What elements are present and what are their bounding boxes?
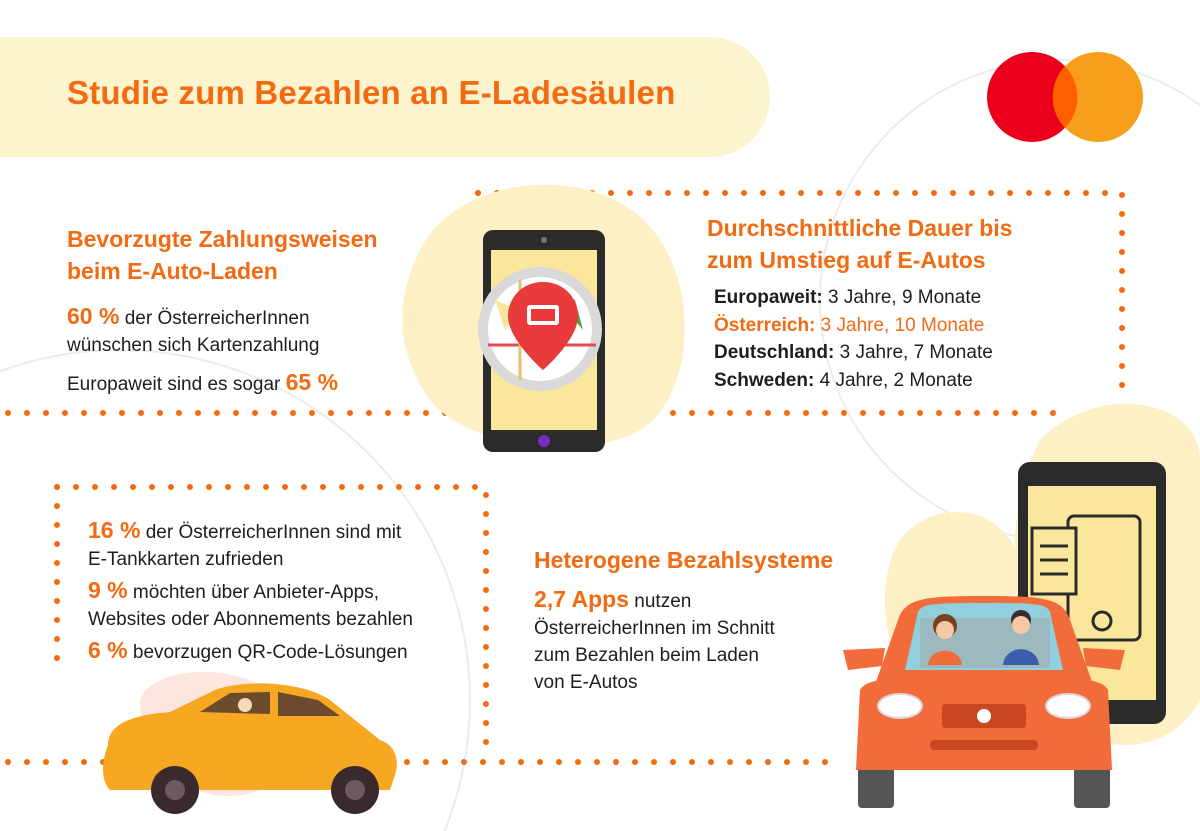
heterogeneous-stat [534,586,854,615]
duration-label: Schweden: [714,369,815,391]
heterogeneous-section [534,544,854,696]
stat-text-60a: der ÖsterreicherInnen [124,308,310,329]
heterogeneous-text-d: von E-Autos [534,672,638,693]
duration-row-germany [714,339,1107,367]
stat-value-60: 60 % [67,303,120,329]
duration-title-2: zum Umstieg auf E-Autos [707,247,986,273]
stat-text-16a: der ÖsterreicherInnen sind mit [145,522,402,543]
duration-row-europe [714,284,1107,312]
stat-text-9a: möchten über Anbieter-Apps, [132,582,380,603]
stat-europe [67,369,447,398]
mastercard-logo [987,52,1143,142]
stat-value-apps: 2,7 Apps [534,586,630,612]
stat-text-9b: Websites oder Abonnements bezahlen [88,609,413,630]
duration-section [707,212,1107,394]
stat-text-6: bevorzugen QR-Code-Lösungen [132,642,408,663]
alt-stat-16 [88,517,478,546]
alt-stat-6 [88,637,478,666]
yellow-car-icon [103,672,397,814]
duration-row-austria [714,312,1107,340]
duration-list [714,284,1107,394]
duration-label: Österreich: [714,314,816,336]
heterogeneous-text-c: zum Bezahlen beim Laden [534,645,759,666]
stat-value-65: 65 % [285,369,339,395]
heterogeneous-title: Heterogene Bezahlsysteme [534,547,834,573]
duration-label: Europaweit: [714,287,823,308]
alternatives-section [88,517,478,666]
stat-card-payment [67,303,447,332]
duration-row-sweden [714,367,1107,395]
stat-value-9: 9 % [88,577,128,603]
payment-methods-title-1: Bevorzugte Zahlungsweisen [67,226,378,252]
payment-methods-title-2: beim E-Auto-Laden [67,258,278,284]
duration-value: 4 Jahre, 2 Monate [819,369,973,391]
heterogeneous-text-b: ÖsterreicherInnen im Schnitt [534,618,775,639]
payment-methods-section [67,223,447,398]
alt-stat-9 [88,577,478,606]
stat-text-60b: wünschen sich Kartenzahlung [67,335,320,356]
stat-value-6: 6 % [88,637,128,663]
stat-text-65: Europaweit sind es sogar [67,374,281,395]
duration-value: 3 Jahre, 7 Monate [839,342,993,363]
page-title: Studie zum Bezahlen an E-Ladesäulen [67,74,676,111]
heterogeneous-text-a: nutzen [634,591,692,612]
stat-text-16b: E-Tankkarten zufrieden [88,549,284,570]
duration-title-1: Durchschnittliche Dauer bis [707,215,1013,241]
duration-value: 3 Jahre, 9 Monate [828,287,982,308]
duration-label: Deutschland: [714,342,835,363]
stat-value-16: 16 % [88,517,141,543]
duration-value: 3 Jahre, 10 Monate [820,314,985,336]
